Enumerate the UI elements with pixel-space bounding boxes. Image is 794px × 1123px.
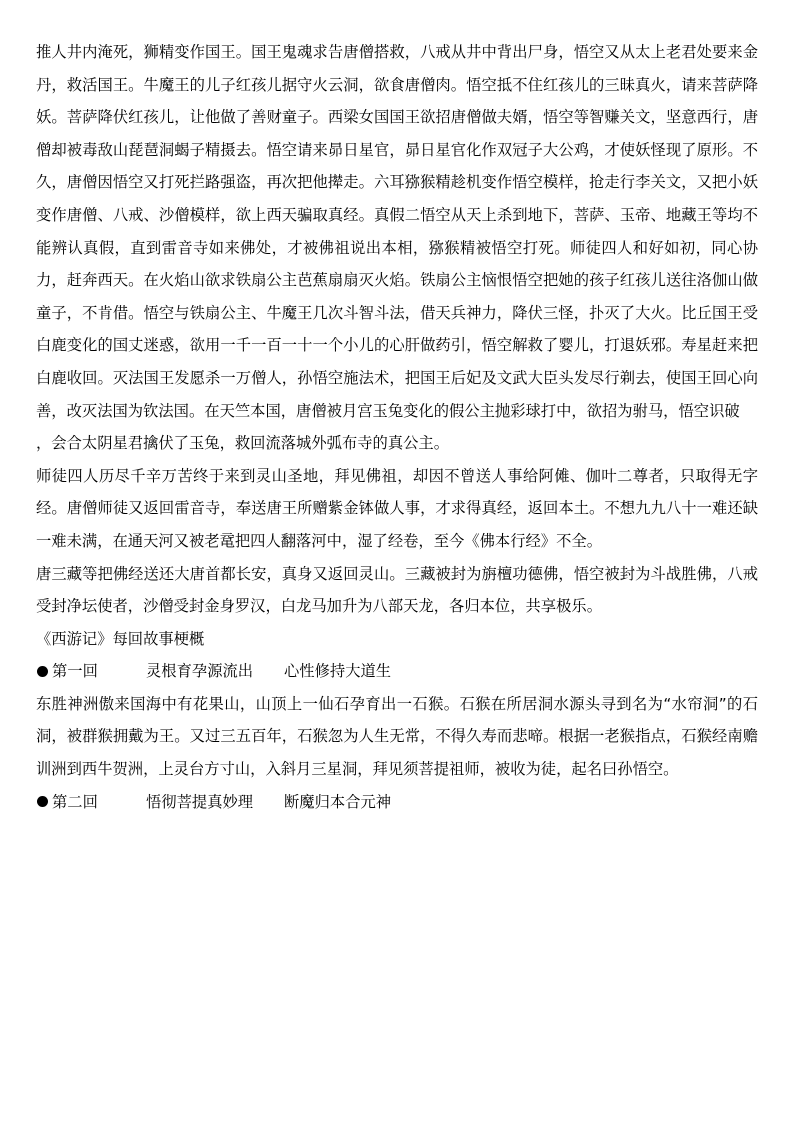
episode-number: 第一回 <box>52 662 98 681</box>
episode-title-part2: 断魔归本合元神 <box>284 792 392 811</box>
episode-summary-1: 东胜神洲傲来国海中有花果山，山顶上一仙石孕育出一石猴。石猴在所居洞水源头寻到名为“水帘洞”的石洞，被群猴拥戴为王。又过三五百年，石猴忽为人生无常，不得久寿而悲啼。根据一老猴指点，石猴经南赡训洲到西牛贺洲，上灵台方寸山，入斜月三星洞，拜见须菩提祖师，被收为徒，起名曰孙悟空。 <box>36 694 758 779</box>
bullet-icon <box>37 796 48 807</box>
story-paragraph-1: 推人井内淹死，狮精变作国王。国王鬼魂求告唐僧搭救，八戒从井中背出尸身，悟空又从太上老君处要来金丹，救活国王。牛魔王的儿子红孩儿据守火云洞，欲食唐僧肉。悟空抵不住红孩儿的三昧真火，请来菩萨降妖。菩萨降伏红孩儿，让他做了善财童子。西梁女国国王欲招唐僧做夫婿，悟空等智赚关文，坚意西行，唐僧却被毒敌山琵琶洞蝎子精摄去。悟空请来昴日星官，昴日星官化作双冠子大公鸡，才使妖怪现了原形。不久，唐僧因悟空又打死拦路强盗，再次把他撵走。六耳猕猴精趁机变作悟空模样，抢走行李关文，又把小妖变作唐僧、八戒、沙僧模样，欲上西天骗取真经。真假二悟空从天上杀到地下，菩萨、玉帝、地藏王等均不能辨认真假，直到雷音寺如来佛处，才被佛祖说出本相，猕猴精被悟空打死。师徒四人和好如初，同心协力，赶奔西天。在火焰山欲求铁扇公主芭蕉扇扇灭火焰。铁扇公主恼恨悟空把她的孩子红孩儿送往洛伽山做童子，不肯借。悟空与铁扇公主、牛魔王几次斗智斗法，借天兵神力，降伏三怪，扑灭了大火。比丘国王受白鹿变化的国丈迷惑，欲用一千一百一十一个小儿的心肝做药引，悟空解救了婴儿，打退妖邪。寿星赶来把白鹿收回。灭法国王发愿杀一万僧人，孙悟空施法术，把国王后妃及文武大臣头发尽行剃去，使国王回心向善，改灭法国为钦法国。在天竺本国，唐僧被月宫玉兔变化的假公主抛彩球打中，欲招为驸马，悟空识破 <box>36 43 758 420</box>
episode-title-part2: 心性修持大道生 <box>284 662 392 681</box>
bullet-icon <box>37 666 48 677</box>
story-paragraph-4: 唐三藏等把佛经送还大唐首都长安，真身又返回灵山。三藏被封为旃檀功德佛，悟空被封为斗战胜佛，八戒受封净坛使者，沙僧受封金身罗汉，白龙马加升为八部天龙，各归本位，共享极乐。 <box>36 564 758 616</box>
episode-number: 第二回 <box>52 792 98 811</box>
section-heading: 《西游记》每回故事梗概 <box>36 629 205 648</box>
episode-title-part1: 灵根育孕源流出 <box>146 662 254 681</box>
episode-title-part1: 悟彻菩提真妙理 <box>146 792 254 811</box>
story-paragraph-3: 师徒四人历尽千辛万苦终于来到灵山圣地，拜见佛祖，却因不曾送人事给阿傩、伽叶二尊者，只取得无字经。唐僧师徒又返回雷音寺，奉送唐王所赠紫金钵做人事，才求得真经，返回本土。不想九九八十一难还缺一难未满，在通天河又被老鼋把四人翻落河中，湿了经卷，至今《佛本行经》不全。 <box>36 466 758 550</box>
episode-heading-2 <box>36 786 758 819</box>
document-page <box>36 36 758 818</box>
story-paragraph-2: ，会合太阴星君擒伏了玉兔，救回流落城外弧布寺的真公主。 <box>36 434 450 453</box>
episode-heading-1 <box>36 655 758 688</box>
